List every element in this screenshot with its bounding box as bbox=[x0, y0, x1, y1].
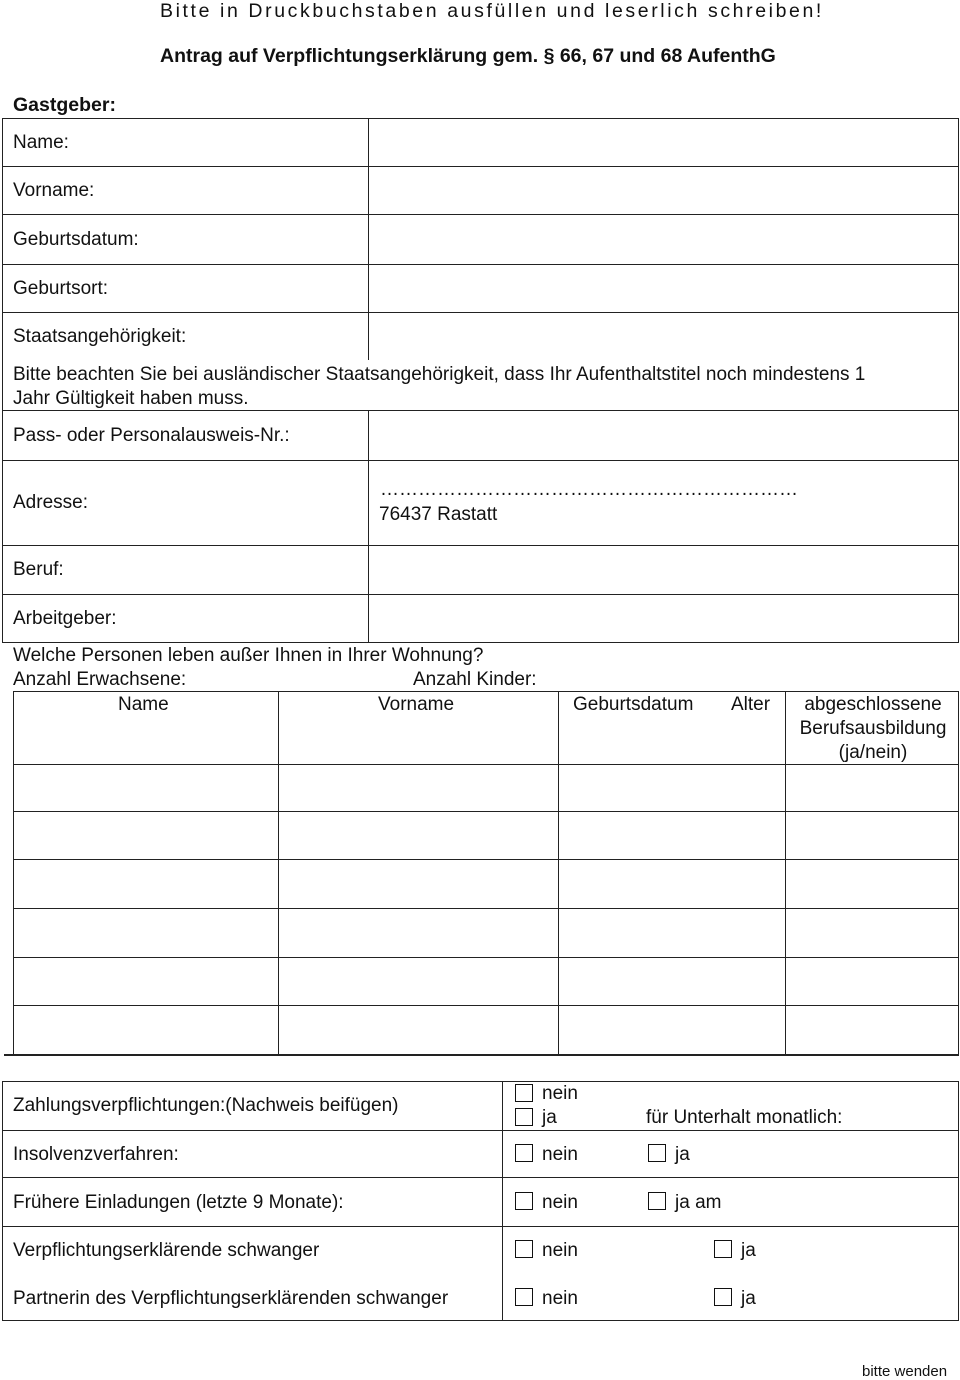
option-schwanger-ja: ja bbox=[741, 1240, 756, 1261]
adresse-dots: ………………………………………………………… bbox=[380, 479, 798, 500]
label-geburtsdatum: Geburtsdatum: bbox=[13, 229, 139, 250]
col-header-alter: Alter bbox=[731, 694, 771, 715]
label-unterhalt-monatlich: für Unterhalt monatlich: bbox=[646, 1107, 843, 1128]
label-schwanger: Verpflichtungserklärende schwanger bbox=[13, 1240, 320, 1261]
citizenship-notice-line-1: Bitte beachten Sie bei ausländischer Staatsangehörigkeit, dass Ihr Aufenthaltstitel noch mindestens 1 bbox=[13, 364, 866, 385]
adresse-city: 76437 Rastatt bbox=[379, 504, 498, 525]
checkbox-schwanger-nein[interactable] bbox=[515, 1240, 533, 1258]
option-partnerin-nein: nein bbox=[542, 1288, 578, 1309]
checkbox-schwanger-ja[interactable] bbox=[714, 1240, 732, 1258]
option-einladungen-ja-am: ja am bbox=[675, 1192, 722, 1213]
household-question: Welche Personen leben außer Ihnen in Ihrer Wohnung? bbox=[13, 645, 484, 666]
col-header-ausbildung-2: Berufsausbildung bbox=[799, 718, 947, 739]
checkbox-insolvenz-ja[interactable] bbox=[648, 1144, 666, 1162]
label-beruf: Beruf: bbox=[13, 559, 64, 580]
col-header-ausbildung-3: (ja/nein) bbox=[838, 742, 908, 763]
option-insolvenz-ja: ja bbox=[675, 1144, 690, 1165]
col-header-name: Name bbox=[118, 694, 169, 715]
option-partnerin-ja: ja bbox=[741, 1288, 756, 1309]
label-geburtsort: Geburtsort: bbox=[13, 278, 109, 299]
host-section-label: Gastgeber: bbox=[13, 94, 116, 116]
option-zahlung-ja: ja bbox=[542, 1107, 557, 1128]
checkbox-zahlung-nein[interactable] bbox=[515, 1084, 533, 1102]
checkbox-zahlung-ja[interactable] bbox=[515, 1108, 533, 1126]
label-adresse: Adresse: bbox=[13, 492, 88, 513]
label-anzahl-kinder: Anzahl Kinder: bbox=[413, 669, 537, 690]
label-pass-nr: Pass- oder Personalausweis-Nr.: bbox=[13, 425, 290, 446]
col-header-vorname: Vorname bbox=[378, 694, 455, 715]
col-header-ausbildung-1: abgeschlossene bbox=[804, 694, 942, 715]
option-einladungen-nein: nein bbox=[542, 1192, 578, 1213]
label-anzahl-erwachsene: Anzahl Erwachsene: bbox=[13, 669, 187, 690]
checkbox-partnerin-nein[interactable] bbox=[515, 1288, 533, 1306]
label-fruehere-einladungen: Frühere Einladungen (letzte 9 Monate): bbox=[13, 1192, 344, 1213]
form-title: Antrag auf Verpflichtungserklärung gem. § 66, 67 und 68 AufenthG bbox=[160, 45, 776, 67]
label-insolvenzverfahren: Insolvenzverfahren: bbox=[13, 1144, 179, 1165]
label-vorname: Vorname: bbox=[13, 180, 95, 201]
label-arbeitgeber: Arbeitgeber: bbox=[13, 608, 117, 629]
label-partnerin-schwanger: Partnerin des Verpflichtungserklärenden schwanger bbox=[13, 1288, 449, 1309]
option-zahlung-nein: nein bbox=[542, 1083, 578, 1104]
citizenship-notice-line-2: Jahr Gültigkeit haben muss. bbox=[13, 388, 249, 409]
col-header-geburtsdatum: Geburtsdatum bbox=[573, 694, 694, 715]
checkbox-partnerin-ja[interactable] bbox=[714, 1288, 732, 1306]
checkbox-einladungen-nein[interactable] bbox=[515, 1192, 533, 1210]
checkbox-insolvenz-nein[interactable] bbox=[515, 1144, 533, 1162]
option-insolvenz-nein: nein bbox=[542, 1144, 578, 1165]
fill-instructions: Bitte in Druckbuchstaben ausfüllen und leserlich schreiben! bbox=[160, 0, 824, 22]
option-schwanger-nein: nein bbox=[542, 1240, 578, 1261]
label-name: Name: bbox=[13, 132, 69, 153]
label-zahlungsverpflichtungen: Zahlungsverpflichtungen:(Nachweis beifügen) bbox=[13, 1095, 399, 1116]
label-staatsangehoerigkeit: Staatsangehörigkeit: bbox=[13, 326, 187, 347]
turn-over-note: bitte wenden bbox=[862, 1363, 948, 1380]
checkbox-einladungen-ja[interactable] bbox=[648, 1192, 666, 1210]
